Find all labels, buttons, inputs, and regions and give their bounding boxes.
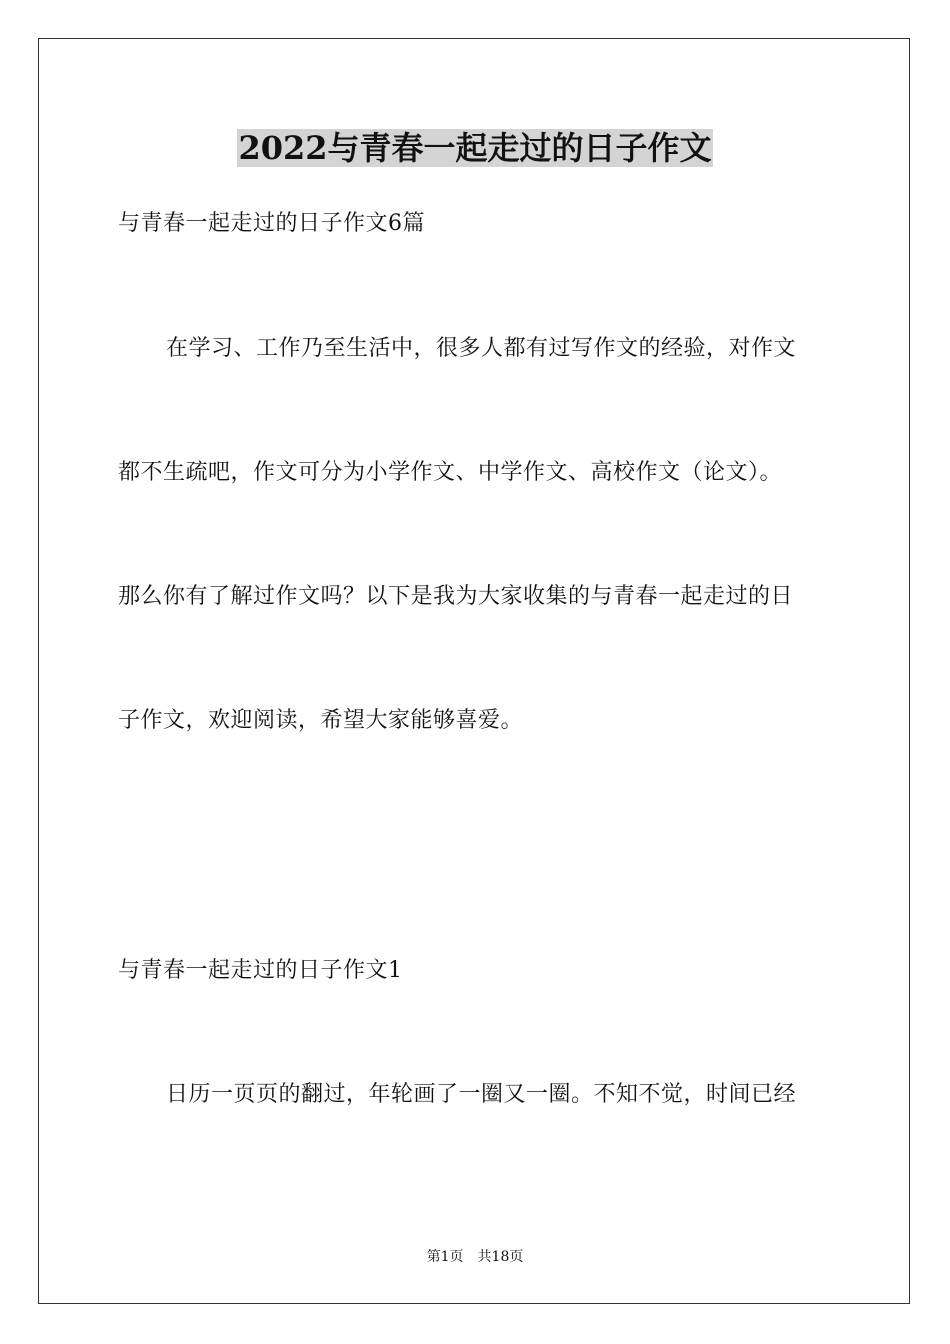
- page-footer: 第1页 共18页: [426, 1249, 524, 1265]
- intro-line-4: 子作文，欢迎阅读，希望大家能够喜爱。: [118, 708, 524, 733]
- document-title-text: 2022与青春一起走过的日子作文: [238, 129, 712, 167]
- document-title: [0, 126, 950, 170]
- document-subtitle: 与青春一起走过的日子作文6篇: [118, 211, 425, 236]
- intro-line-3: 那么你有了解过作文吗？以下是我为大家收集的与青春一起走过的日: [118, 584, 794, 609]
- section-line-1: 日历一页页的翻过，年轮画了一圈又一圈。不知不觉，时间已经: [166, 1082, 797, 1107]
- intro-line-2: 都不生疏吧，作文可分为小学作文、中学作文、高校作文（论文）。: [118, 460, 783, 485]
- intro-line-1: 在学习、工作乃至生活中，很多人都有过写作文的经验，对作文: [166, 336, 797, 361]
- section-heading: 与青春一起走过的日子作文1: [118, 958, 403, 983]
